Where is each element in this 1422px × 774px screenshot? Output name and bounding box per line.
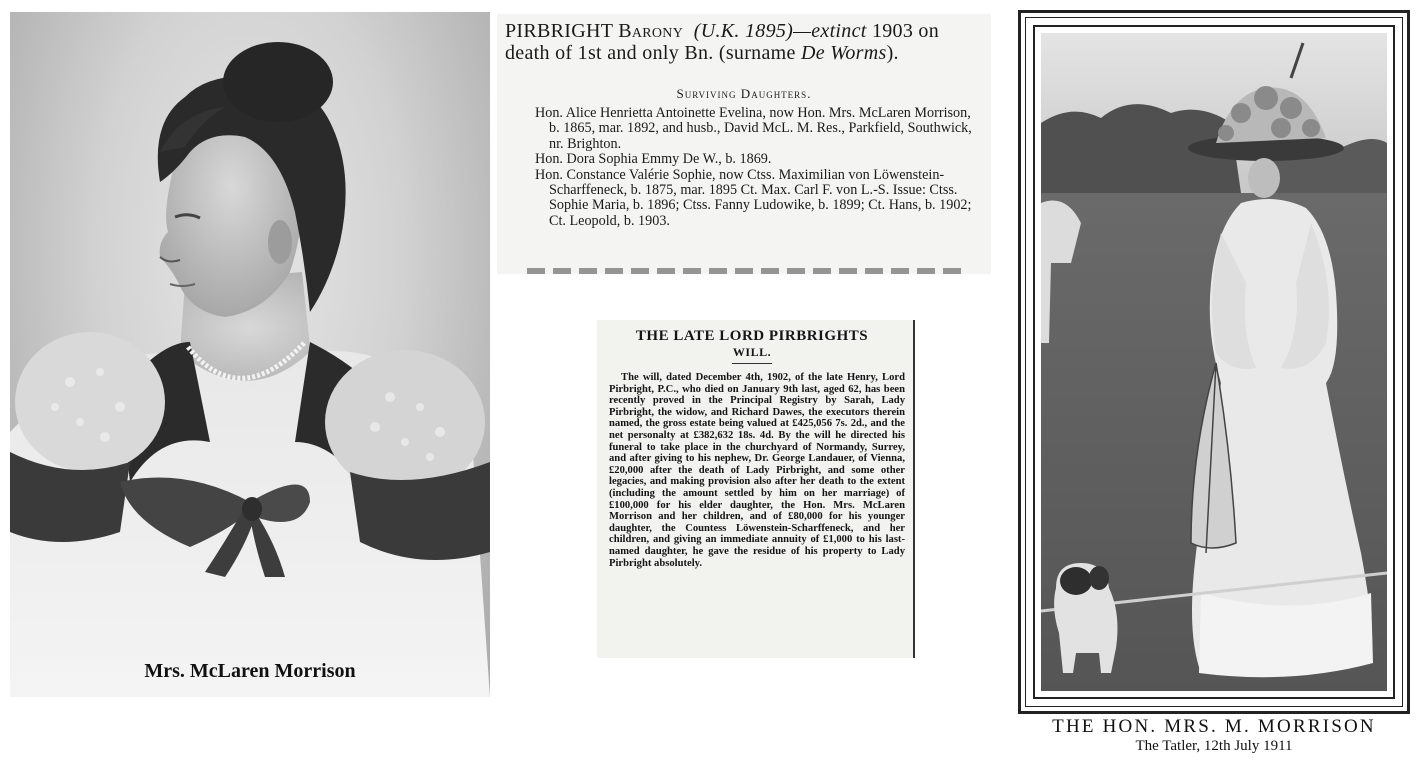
peerage-heading: [505, 20, 985, 64]
peerage-title: PIRBRIGHT Barony: [505, 20, 684, 42]
will-title: THE LATE LORD PIRBRIGHTS: [635, 328, 869, 344]
peerage-creation: (U.K. 1895): [693, 20, 794, 42]
will-body: The will, dated December 4th, 1902, of the late Henry, Lord Pirbright, P.C., who died on January 9th last, aged 62, has been recently proved in the Principal Registry by Sarah, Lady Pirbright, the widow, and Richard Dawes, the executors therein named, the gross estate being valued at £425,056 7s. 2d., and the net personalty at £382,632 18s. 4d. By the will he directed his funeral to take place in the churchyard of Normandy, Surrey, and after giving to his nephew, Dr. George Landauer, of Vienna, £20,000 after the death of Lady Pirbright, and some other legacies, and making provision also after her death to the extent (including the amount settled by him on her marriage) of £100,000 for his elder daughter, the Hon. Mrs. McLaren Morrison and her children, and of £80,000 for his younger daughter, the Countess Löwenstein-Scharffeneck, and her children, and giving an immediate annuity of £1,000 to his last-named daughter, he gave the residue of his property to Lady Pirbright absolutely.: [609, 372, 905, 569]
tatler-photo-frame: [1018, 10, 1410, 714]
tatler-source: The Tatler, 12th July 1911: [1135, 738, 1293, 754]
tatler-caption: THE HON. MRS. M. MORRISON: [1052, 716, 1376, 737]
peerage-extinct: —extinct: [793, 20, 867, 42]
peerage-entry: Hon. Dora Sophia Emmy De W., b. 1869.: [535, 151, 772, 168]
portrait-photo: [10, 12, 490, 697]
portrait-caption: Mrs. McLaren Morrison: [144, 660, 356, 682]
peerage-surname: De Worms: [801, 42, 887, 64]
clipping-cut-edge: [527, 268, 967, 274]
title-divider: [732, 363, 772, 364]
peerage-heading-close: ).: [886, 42, 899, 64]
peerage-entry: Hon. Constance Valérie Sophie, now Ctss. Maximilian von Löwenstein-Scharffeneck, b. 1875, mar. 1895 Ct. Max. Carl F. von L.-S. Issue: Ctss. Sophie Maria, b. 1896; Ctss. Fanny Ludowike, b. 1899; Ct. Hans, b. 1902; Ct. Leopold, b. 1903.: [535, 166, 972, 229]
peerage-entries: [535, 106, 983, 229]
peerage-heading-rest: 1903 on death of 1st and only Bn. (surname: [505, 20, 940, 64]
tatler-illustration: [1041, 33, 1387, 691]
tatler-photo: [1041, 33, 1387, 691]
peerage-entry: Hon. Alice Henrietta Antoinette Evelina, now Hon. Mrs. McLaren Morrison, b. 1865, mar. 1892, and husb., David McL. M. Res., Parkfield, Southwick, nr. Brighton.: [535, 105, 972, 152]
will-subtitle: WILL.: [732, 345, 772, 359]
peerage-clipping: [497, 14, 991, 274]
portrait-illustration: [10, 12, 490, 697]
column-rule: [913, 320, 915, 658]
peerage-subheading: Surviving Daughters.: [676, 86, 812, 101]
will-clipping: [597, 320, 915, 658]
